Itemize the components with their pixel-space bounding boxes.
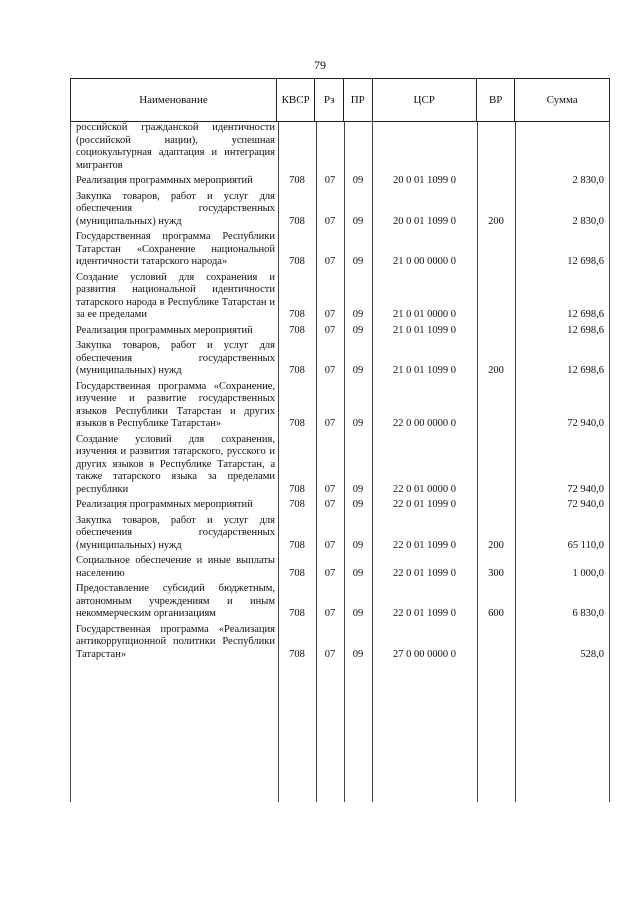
cell-csr: 20 0 01 1099 0 xyxy=(393,215,456,227)
table-row xyxy=(70,515,610,553)
table-row xyxy=(70,122,610,172)
cell-rz: 07 xyxy=(324,256,336,267)
cell-pr: 09 xyxy=(352,567,364,579)
cell-name: российской гражданской идентичности (российской нации), успешная социокультурная адаптация и интеграция мигрантов xyxy=(76,122,275,171)
cell-pr: 09 xyxy=(352,418,364,429)
table-row xyxy=(70,624,610,662)
cell-csr: 22 0 01 1099 0 xyxy=(393,499,456,510)
cell-kvsr: 708 xyxy=(289,256,305,267)
header-kvsr: КВСР xyxy=(276,79,314,121)
cell-name: Государственная программа «Реализация антикоррупционной политики Республики Татарстан» xyxy=(76,623,275,660)
cell-pr: 09 xyxy=(352,539,364,551)
cell-name: Социальное обеспечение и иные выплаты населению xyxy=(76,555,275,579)
cell-sum: 12 698,6 xyxy=(567,365,604,376)
cell-pr: 09 xyxy=(352,175,364,186)
table-header xyxy=(70,79,610,122)
cell-rz: 07 xyxy=(324,215,336,227)
cell-csr: 22 0 01 1099 0 xyxy=(393,539,456,551)
cell-kvsr: 708 xyxy=(289,539,305,551)
cell-pr: 09 xyxy=(352,215,364,227)
cell-sum: 72 940,0 xyxy=(567,499,604,510)
cell-pr: 09 xyxy=(352,608,364,619)
header-name: Наименование xyxy=(70,79,276,121)
cell-pr: 09 xyxy=(352,324,364,336)
cell-sum: 12 698,6 xyxy=(567,256,604,267)
table-row xyxy=(70,583,610,621)
cell-pr: 09 xyxy=(352,648,364,660)
table-row xyxy=(70,434,610,497)
cell-name: Закупка товаров, работ и услуг для обеспечения государственных (муниципальных) нужд xyxy=(76,190,275,227)
cell-name: Реализация программных мероприятий xyxy=(76,499,253,510)
cell-kvsr: 708 xyxy=(289,175,305,186)
table-row xyxy=(70,555,610,580)
cell-sum: 72 940,0 xyxy=(567,418,604,429)
cell-name: Государственная программа Республики Татарстан «Сохранение национальной идентичности татарского народа» xyxy=(76,231,275,267)
cell-csr: 22 0 00 0000 0 xyxy=(393,418,456,429)
cell-rz: 07 xyxy=(324,567,336,579)
cell-sum: 2 830,0 xyxy=(572,215,604,227)
cell-kvsr: 708 xyxy=(289,324,305,336)
cell-csr: 21 0 00 0000 0 xyxy=(393,256,456,267)
header-pr: ПР xyxy=(343,79,372,121)
cell-sum: 528,0 xyxy=(580,648,604,660)
budget-table xyxy=(70,78,610,802)
cell-pr: 09 xyxy=(352,256,364,267)
table-row xyxy=(70,231,610,269)
cell-csr: 22 0 01 1099 0 xyxy=(393,608,456,619)
cell-sum: 65 110,0 xyxy=(567,539,604,551)
cell-rz: 07 xyxy=(324,499,336,510)
cell-pr: 09 xyxy=(352,499,364,510)
cell-rz: 07 xyxy=(324,418,336,429)
cell-name: Предоставление субсидий бюджетным, автономным учреждениям и иным некоммерческим организациям xyxy=(76,583,275,619)
cell-kvsr: 708 xyxy=(289,608,305,619)
cell-kvsr: 708 xyxy=(289,309,305,320)
cell-name: Государственная программа «Сохранение, изучение и развитие государственных языков Республики Татарстан и других языков в Республике Татарстан» xyxy=(76,380,275,429)
cell-name: Закупка товаров, работ и услуг для обеспечения государственных (муниципальных) нужд xyxy=(76,340,275,376)
table-row xyxy=(70,191,610,229)
table-row xyxy=(70,381,610,431)
cell-csr: 22 0 01 1099 0 xyxy=(393,567,456,579)
header-rz: Рз xyxy=(314,79,343,121)
cell-sum: 1 000,0 xyxy=(572,567,604,579)
cell-kvsr: 708 xyxy=(289,499,305,510)
cell-sum: 6 830,0 xyxy=(572,608,604,619)
cell-vr: 200 xyxy=(488,365,504,376)
cell-kvsr: 708 xyxy=(289,567,305,579)
cell-sum: 2 830,0 xyxy=(572,175,604,186)
cell-kvsr: 708 xyxy=(289,215,305,227)
table-row xyxy=(70,499,610,512)
cell-name: Реализация программных мероприятий xyxy=(76,324,253,336)
cell-rz: 07 xyxy=(324,483,336,495)
header-csr: ЦСР xyxy=(372,79,476,121)
cell-kvsr: 708 xyxy=(289,483,305,495)
cell-rz: 07 xyxy=(324,309,336,320)
cell-rz: 07 xyxy=(324,608,336,619)
table-body xyxy=(70,122,610,802)
cell-vr: 600 xyxy=(488,608,504,619)
cell-sum: 72 940,0 xyxy=(567,483,604,495)
cell-rz: 07 xyxy=(324,539,336,551)
cell-pr: 09 xyxy=(352,365,364,376)
cell-vr: 300 xyxy=(488,567,504,579)
cell-name: Создание условий для сохранения, изучения и развития татарского, русского и других языков в Республике Татарстан, а также татарского языка за пределами республики xyxy=(76,433,275,495)
cell-sum: 12 698,6 xyxy=(567,309,604,320)
table-row xyxy=(70,340,610,378)
header-vr: ВР xyxy=(476,79,514,121)
cell-name: Закупка товаров, работ и услуг для обеспечения государственных (муниципальных) нужд xyxy=(76,514,275,551)
cell-csr: 20 0 01 1099 0 xyxy=(393,175,456,186)
cell-pr: 09 xyxy=(352,483,364,495)
table-row xyxy=(70,272,610,322)
cell-csr: 27 0 00 0000 0 xyxy=(393,648,456,660)
page-number: 79 xyxy=(314,58,326,72)
cell-kvsr: 708 xyxy=(289,418,305,429)
cell-csr: 21 0 01 1099 0 xyxy=(393,365,456,376)
cell-rz: 07 xyxy=(324,324,336,336)
cell-kvsr: 708 xyxy=(289,365,305,376)
cell-kvsr: 708 xyxy=(289,648,305,660)
cell-csr: 22 0 01 0000 0 xyxy=(393,483,456,495)
table-row xyxy=(70,175,610,188)
cell-rz: 07 xyxy=(324,365,336,376)
header-sum: Сумма xyxy=(514,79,610,121)
cell-pr: 09 xyxy=(352,309,364,320)
cell-name: Создание условий для сохранения и развития национальной идентичности татарского народа в Республике Татарстан и за ее пределами xyxy=(76,271,275,320)
cell-rz: 07 xyxy=(324,648,336,660)
cell-csr: 21 0 01 0000 0 xyxy=(393,309,456,320)
table-row xyxy=(70,325,610,338)
cell-csr: 21 0 01 1099 0 xyxy=(393,324,456,336)
cell-name: Реализация программных мероприятий xyxy=(76,175,253,186)
cell-vr: 200 xyxy=(488,215,504,227)
cell-sum: 12 698,6 xyxy=(567,324,604,336)
cell-vr: 200 xyxy=(488,539,504,551)
cell-rz: 07 xyxy=(324,175,336,186)
